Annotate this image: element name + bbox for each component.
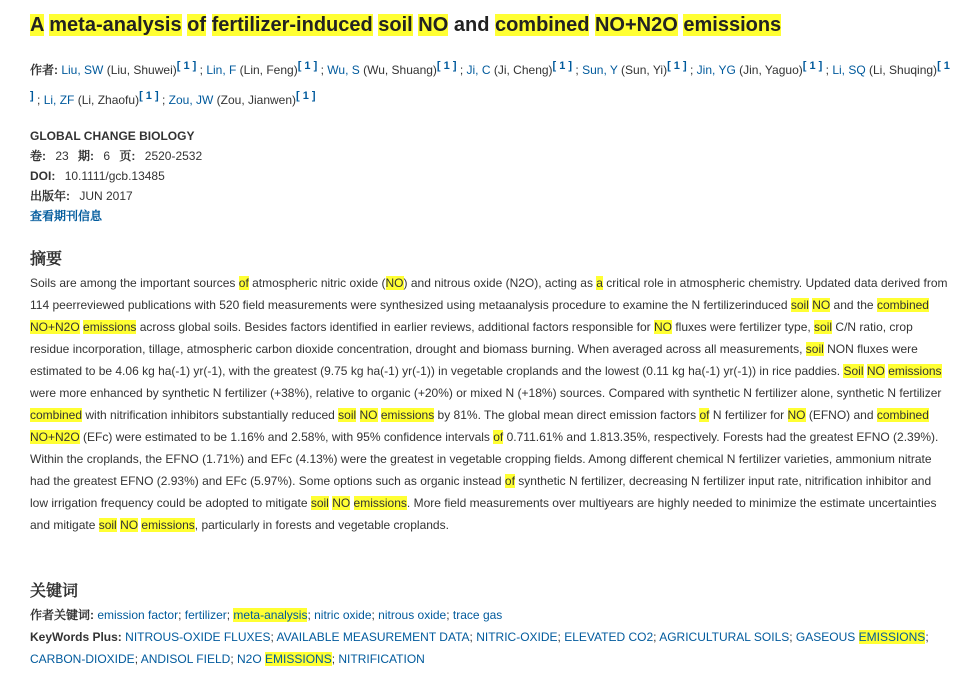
keyword-link[interactable]: ELEVATED CO2	[564, 630, 654, 644]
highlighted-term: NO+N2O	[30, 430, 80, 444]
author-link[interactable]: Jin, YG	[696, 63, 736, 77]
title-word: soil	[378, 14, 413, 36]
keyword-link[interactable]: meta-analysis	[233, 608, 308, 622]
author-fullname: (Jin, Yaguo)	[739, 63, 803, 77]
highlighted-term: NO	[120, 518, 139, 532]
highlighted-term: a	[596, 276, 603, 290]
keyword-link[interactable]: ANDISOL FIELD	[140, 652, 231, 666]
keyword-link[interactable]: N2O EMISSIONS	[236, 652, 332, 666]
title-word: of	[187, 14, 207, 36]
title-word: combined	[494, 14, 590, 36]
highlighted-term: emissions	[380, 408, 435, 422]
journal-name[interactable]: GLOBAL CHANGE BIOLOGY	[30, 129, 195, 143]
highlighted-term: NO+N2O	[30, 320, 80, 334]
highlighted-term: of	[504, 474, 515, 488]
author-ref-link[interactable]: [ 1 ]	[176, 60, 197, 72]
year-label: 出版年:	[30, 189, 70, 203]
highlighted-term: emissions	[888, 364, 942, 378]
issue-label: 期:	[78, 149, 95, 163]
title-word: fertilizer-induced	[211, 14, 373, 36]
author-fullname: (Li, Shuqing)	[869, 63, 938, 77]
volume-label: 卷:	[30, 149, 46, 163]
keyword-link[interactable]: fertilizer	[184, 608, 227, 622]
journal-info	[30, 126, 202, 226]
keywords-plus-line	[30, 626, 950, 670]
highlighted-term: soil	[805, 342, 824, 356]
title-word: meta-analysis	[49, 14, 182, 36]
highlighted-term: NO	[787, 408, 806, 422]
author-link[interactable]: Sun, Y	[582, 63, 618, 77]
keyword-link[interactable]: nitric oxide	[314, 608, 372, 622]
author-link[interactable]: Li, ZF	[43, 93, 75, 107]
abstract-heading: 摘要	[30, 251, 63, 268]
author-ref-link[interactable]: [ 1 ]	[296, 90, 316, 102]
author-link[interactable]: Liu, SW	[61, 63, 104, 77]
keywords-plus-label: KeyWords Plus:	[30, 630, 122, 644]
author-keywords-line	[30, 604, 950, 626]
view-journal-info-link[interactable]: 查看期刊信息	[30, 209, 103, 223]
doi-line	[30, 166, 202, 186]
highlighted-term: combined	[30, 408, 83, 422]
keyword-link[interactable]: NITRIC-OXIDE	[476, 630, 558, 644]
highlighted-term: emissions	[141, 518, 195, 532]
author-ref-link[interactable]: [ 1 ]	[139, 90, 159, 102]
highlighted-term: soil	[98, 518, 117, 532]
volume-value: 23	[55, 149, 69, 163]
author-ref-link[interactable]: [ 1 ]	[30, 60, 950, 102]
author-fullname: (Ji, Cheng)	[493, 63, 553, 77]
author-fullname: (Zou, Jianwen)	[216, 93, 297, 107]
highlighted-term: NO	[385, 276, 404, 290]
highlighted-term: of	[238, 276, 249, 290]
authors-label: 作者:	[30, 63, 58, 77]
keyword-link[interactable]: NITRIFICATION	[338, 652, 425, 666]
keyword-link[interactable]: nitrous oxide	[378, 608, 447, 622]
author-link[interactable]: Lin, F	[206, 63, 237, 77]
highlighted-term: combined	[876, 298, 929, 312]
author-link[interactable]: Ji, C	[466, 63, 491, 77]
author-fullname: (Li, Zhaofu)	[77, 93, 140, 107]
keywords-plus-list: NITROUS-OXIDE FLUXES; AVAILABLE MEASUREMENT DATA; NITRIC-OXIDE; ELEVATED CO2; AGRICULTURAL SOILS; GASEOUS EMISSIONS; CARBON-DIOXIDE; ANDISOL FIELD; N2O EMISSIONS; NITRIFICATION	[30, 630, 929, 666]
title-word: NO	[418, 14, 449, 36]
keyword-link[interactable]: AVAILABLE MEASUREMENT DATA	[276, 630, 470, 644]
year-value: JUN 2017	[79, 189, 133, 203]
keyword-link[interactable]: NITROUS-OXIDE FLUXES	[125, 630, 271, 644]
volume-line	[30, 146, 202, 166]
keyword-link[interactable]: emission factor	[97, 608, 179, 622]
keyword-link[interactable]: GASEOUS EMISSIONS	[795, 630, 926, 644]
highlighted-term: NO	[812, 298, 831, 312]
author-ref-link[interactable]: [ 1 ]	[667, 60, 687, 72]
keyword-link[interactable]: CARBON-DIOXIDE	[30, 652, 135, 666]
author-fullname: (Lin, Feng)	[239, 63, 298, 77]
highlighted-term: soil	[338, 408, 357, 422]
doi-value: 10.1111/gcb.13485	[64, 169, 165, 183]
highlighted-term: emissions	[353, 496, 407, 510]
highlighted-term: soil	[814, 320, 833, 334]
author-fullname: (Sun, Yi)	[621, 63, 668, 77]
abstract-text: Soils are among the important sources of atmospheric nitric oxide (NO) and nitrous oxide (N2O), acting as a critical role in atmospheric chemistry. Updated data derived from 114 peerreviewed publications with 520 field measurements were synthesized using metaanalysis procedure to examine the N fertilizerinduced soil NO and the combined NO+N2O emissions across global soils. Besides factors identified in earlier reviews, additional factors responsible for NO fluxes were fertilizer type, soil C/N ratio, crop residue incorporation, tillage, atmospheric carbon dioxide concentration, drought and biomass burning. When averaged across all measurements, soil NON fluxes were estimated to be 4.06 kg ha(-1) yr(-1), with the greatest (9.75 kg ha(-1) yr(-1)) in vegetable croplands and the lowest (0.11 kg ha(-1) yr(-1)) in rice paddies. Soil NO emissions were more enhanced by synthetic N fertilizer (+38%), relative to organic (+20%) or mixed N (+18%) sources. Compared with synthetic N fertilizer alone, synthetic N fertilizer combined with nitrification inhibitors substantially reduced soil NO emissions by 81%. The global mean direct emission factors of N fertilizer for NO (EFNO) and combined NO+N2O (EFc) were estimated to be 1.16% and 2.58%, with 95% confidence intervals of 0.711.61% and 1.813.35%, respectively. Forests had the greatest EFNO (2.39%). Within the croplands, the EFNO (1.71%) and EFc (4.13%) were the greatest in vegetable cropping fields. Among different chemical N fertilizer varieties, ammonium nitrate had the greatest EFNO (2.93%) and EFc (5.97%). Some options such as organic instead of synthetic N fertilizer, decreasing N fertilizer input rate, nitrification inhibitor and low irrigation frequency could be adopted to mitigate soil NO emissions. More field measurements over multiyears are highly needed to minimize the estimate uncertainties and mitigate soil NO emissions, particularly in forests and vegetable croplands.	[30, 276, 948, 532]
author-ref-link[interactable]: [ 1 ]	[436, 60, 457, 72]
title-word: NO+N2O	[594, 14, 678, 36]
highlighted-term: NO	[866, 364, 885, 378]
title-word: A	[30, 14, 44, 36]
authors-block: 作者: Liu, SW (Liu, Shuwei)[ 1 ] ; Lin, F (Lin, Feng)[ 1 ] ; Wu, S (Wu, Shuang)[ 1 ] ; Ji, C (Ji, Cheng)[ 1 ] ; Sun, Y (Sun, Yi)[ 1 ] ; Jin, YG (Jin, Yaguo)[ 1 ] ; Li, SQ (Li, Shuqing)[ 1 ] ; Li, ZF (Li, Zhaofu)[ 1 ] ; Zou, JW (Zou, Jianwen)[ 1 ]	[30, 60, 950, 107]
highlighted-term: NO	[332, 496, 351, 510]
title-word: emissions	[683, 14, 782, 36]
author-keyword-list: emission factor; fertilizer; meta-analysis; nitric oxide; nitrous oxide; trace gas	[97, 608, 503, 622]
highlighted-term: NO	[359, 408, 378, 422]
author-link[interactable]: Li, SQ	[832, 63, 866, 77]
highlighted-term: NO	[653, 320, 672, 334]
keyword-link[interactable]: trace gas	[452, 608, 503, 622]
highlighted-term: soil	[310, 496, 329, 510]
author-link[interactable]: Wu, S	[327, 63, 360, 77]
author-keywords-label: 作者关键词:	[30, 608, 94, 622]
pages-value: 2520-2532	[144, 149, 203, 163]
author-link[interactable]: Zou, JW	[168, 93, 214, 107]
year-line	[30, 186, 202, 206]
issue-value: 6	[103, 149, 111, 163]
keyword-link[interactable]: AGRICULTURAL SOILS	[659, 630, 790, 644]
keywords-heading: 关键词	[30, 583, 79, 600]
highlighted-term: soil	[790, 298, 809, 312]
highlighted-term: of	[493, 430, 504, 444]
author-fullname: (Liu, Shuwei)	[106, 63, 177, 77]
article-title: A meta-analysis of fertilizer-induced soil NO and combined NO+N2O emissions	[30, 14, 782, 36]
author-fullname: (Wu, Shuang)	[363, 63, 437, 77]
highlighted-term: Soil	[843, 364, 864, 378]
author-ref-link[interactable]: [ 1 ]	[297, 60, 318, 72]
highlighted-term: emissions	[83, 320, 137, 334]
pages-label: 页:	[119, 149, 136, 163]
highlighted-term: combined	[876, 408, 929, 422]
keywords-block	[30, 604, 950, 670]
author-ref-link[interactable]: [ 1 ]	[802, 60, 823, 72]
author-ref-link[interactable]: [ 1 ]	[552, 60, 573, 72]
doi-label: DOI:	[30, 169, 56, 183]
highlighted-term: of	[699, 408, 710, 422]
